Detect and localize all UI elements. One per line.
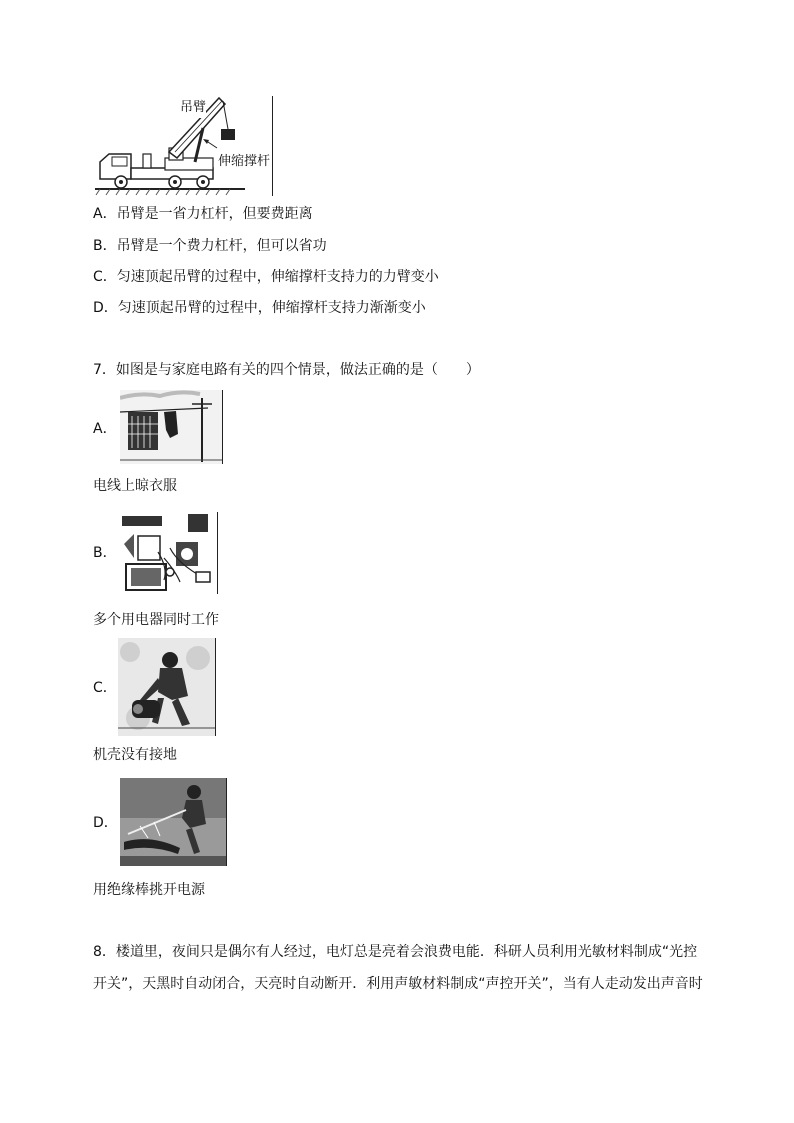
q7-choice-d-letter: D． (93, 815, 118, 831)
insulating-rod-drawing (120, 778, 226, 866)
q7-choice-a-caption: 电线上晾衣服 (93, 478, 177, 494)
q7-choice-a-letter: A． (93, 421, 117, 437)
crane-arm-label: 吊臂 (180, 98, 206, 118)
insulating-rod-image (120, 778, 227, 866)
q6-option-d: D．匀速顶起吊臂的过程中，伸缩撑杆支持力渐渐变小 (93, 300, 426, 316)
clothes-on-wire-image (120, 390, 223, 464)
ungrounded-machine-drawing (118, 638, 215, 736)
q7-choice-b-letter: B． (93, 545, 117, 561)
telescopic-rod-label: 伸缩撑杆 (218, 152, 270, 172)
q8-line-2: 开关”，天黑时自动闭合，天亮时自动断开．利用声敏材料制成“声控开关”，当有人走动发出声音时 (93, 976, 703, 992)
q8-line-1: 8．楼道里，夜间只是偶尔有人经过，电灯总是亮着会浪费电能．科研人员利用光敏材料制成“光控 (93, 944, 698, 960)
multiple-appliances-drawing (118, 512, 217, 594)
q7-choice-c-caption: 机壳没有接地 (93, 747, 177, 763)
clothes-on-wire-drawing (120, 390, 222, 464)
q6-option-c: C．匀速顶起吊臂的过程中，伸缩撑杆支持力的力臂变小 (93, 269, 439, 285)
q6-option-b: B．吊臂是一个费力杠杆，但可以省功 (93, 238, 327, 254)
q6-option-a: A．吊臂是一省力杠杆，但要费距离 (93, 206, 313, 222)
q7-choice-b-caption: 多个用电器同时工作 (93, 612, 219, 628)
q7-choice-d-caption: 用绝缘棒挑开电源 (93, 882, 205, 898)
multiple-appliances-image (118, 512, 218, 594)
q7-choice-c-letter: C． (93, 680, 117, 696)
q7-stem: 7．如图是与家庭电路有关的四个情景，做法正确的是（ ） (93, 362, 480, 378)
ungrounded-machine-image (118, 638, 216, 736)
